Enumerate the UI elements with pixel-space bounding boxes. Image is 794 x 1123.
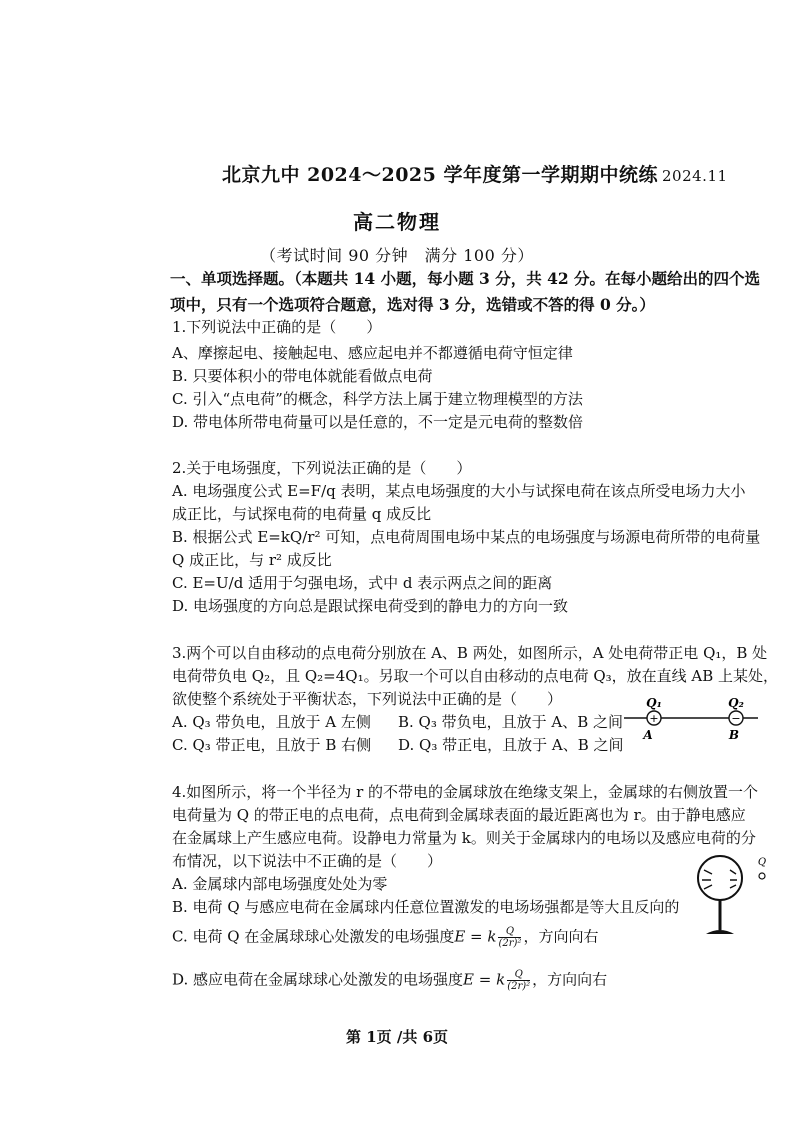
q3-option-c: C. Q₃ 带正电，且放于 B 右侧 xyxy=(172,736,372,754)
exam-info: （考试时间 90 分钟 满分 100 分） xyxy=(260,246,534,265)
q3-line-1: 3.两个可以自由移动的点电荷分别放在 A、B 两处，如图所示，A 处电荷带正电 Q₁，B 处 xyxy=(172,644,768,662)
q3-sign-q1: + xyxy=(649,712,659,725)
q1-option-d: D. 带电体所带电荷量可以是任意的，不一定是元电荷的整数倍 xyxy=(172,413,584,431)
q4-induced-charge-marks xyxy=(702,870,737,889)
q4-option-d-numerator: Q xyxy=(507,969,530,981)
q2-line-6: D. 电场强度的方向总是跟试探电荷受到的静电力的方向一致 xyxy=(172,597,569,615)
q2-line-5: C. E=U/d 适用于匀强电场，式中 d 表示两点之间的距离 xyxy=(172,574,553,592)
q4-option-c xyxy=(172,926,598,949)
q2-line-4: Q 成正比，与 r² 成反比 xyxy=(172,551,332,569)
q3-sign-q2: − xyxy=(731,712,741,725)
q4-option-d-formula-lhs: E = k xyxy=(463,970,506,989)
q2-line-3: B. 根据公式 E=kQ/r² 可知，点电荷周围电场中某点的电场强度与场源电荷所带的电荷量 xyxy=(172,528,761,546)
q2-stem: 2.关于电场强度，下列说法正确的是（ ） xyxy=(172,459,472,477)
section-heading xyxy=(170,266,768,318)
q3-line-2: 电荷带负电 Q₂，且 Q₂=4Q₁。另取一个可以自由移动的点电荷 Q₃，放在直线 AB 上某处， xyxy=(172,667,779,685)
q4-option-c-denominator: (2r)² xyxy=(498,938,522,949)
exam-title xyxy=(222,160,742,187)
q3-line-3: 欲使整个系统处于平衡状态，下列说法中正确的是（ ） xyxy=(172,690,563,708)
q4-metal-sphere xyxy=(698,856,742,900)
q3-label-q2: Q₂ xyxy=(728,696,744,710)
section-heading-line-1: 一、单项选择题。（本题共 14 小题，每小题 3 分，共 42 分。在每小题给出的四个选 xyxy=(170,269,761,288)
q3-option-d: D. Q₃ 带正电，且放于 A、B 之间 xyxy=(398,736,624,754)
q4-line-3: 在金属球上产生感应电荷。设静电力常量为 k。则关于金属球内的电场以及感应电荷的分 xyxy=(172,829,756,847)
q1-stem: 1.下列说法中正确的是（ ） xyxy=(172,318,382,336)
q4-line-1: 4.如图所示，将一个半径为 r 的不带电的金属球放在绝缘支架上，金属球的右侧放置一个 xyxy=(172,783,759,801)
q4-option-a: A. 金属球内部电场强度处处为零 xyxy=(172,875,388,893)
q4-line-4: 布情况，以下说法中不正确的是（ ） xyxy=(172,852,443,870)
subject-title: 高二物理 xyxy=(353,210,441,234)
q4-option-c-suffix: ，方向向右 xyxy=(523,927,599,946)
q2-line-2: 成正比，与试探电荷的电荷量 q 成反比 xyxy=(172,505,432,523)
q3-figure xyxy=(622,692,762,744)
exam-title-text: 北京九中 2024～2025 学年度第一学期期中统练 xyxy=(222,164,658,186)
q4-option-b: B. 电荷 Q 与感应电荷在金属球内任意位置激发的电场场强都是等大且反向的 xyxy=(172,898,680,916)
q3-option-a: A. Q₃ 带负电，且放于 A 左侧 xyxy=(172,713,371,731)
q4-option-c-formula-lhs: E = k xyxy=(454,927,497,946)
exam-date: 2024.11 xyxy=(662,167,728,185)
q4-stand-base xyxy=(706,930,734,934)
section-heading-line-2: 项中，只有一个选项符合题意，选对得 3 分，选错或不答的得 0 分。） xyxy=(170,295,655,314)
q1-option-c: C. 引入“点电荷”的概念，科学方法上属于建立物理模型的方法 xyxy=(172,390,583,408)
q4-point-charge xyxy=(759,873,765,879)
q4-option-d-suffix: ，方向向右 xyxy=(532,970,608,989)
q4-option-d-denominator: (2r)² xyxy=(507,981,531,992)
q1-option-a: A、摩擦起电、接触起电、感应起电并不都遵循电荷守恒定律 xyxy=(172,344,573,362)
page-number: 第 1页 /共 6页 xyxy=(345,1028,449,1046)
q1-option-b: B. 只要体积小的带电体就能看做点电荷 xyxy=(172,367,433,385)
q4-label-q: Q xyxy=(757,857,767,868)
q4-option-c-numerator: Q xyxy=(498,926,521,938)
q4-option-d-prefix: D. 感应电荷在金属球球心处激发的电场强度 xyxy=(172,970,464,989)
q4-option-c-prefix: C. 电荷 Q 在金属球球心处激发的电场强度 xyxy=(172,927,455,946)
q4-option-c-fraction xyxy=(498,926,521,949)
q3-label-q1: Q₁ xyxy=(646,696,662,710)
q4-line-2: 电荷量为 Q 的带正电的点电荷，点电荷到金属球表面的最近距离也为 r。由于静电感应 xyxy=(172,806,746,824)
q2-line-1: A. 电场强度公式 E=F/q 表明，某点电场强度的大小与试探电荷在该点所受电场力大小 xyxy=(172,482,746,500)
q4-figure xyxy=(690,848,772,940)
q3-option-b: B. Q₃ 带负电，且放于 A、B 之间 xyxy=(398,713,624,731)
q3-label-b: B xyxy=(728,728,740,742)
q4-option-d-fraction xyxy=(507,969,530,992)
q4-option-d xyxy=(172,969,607,992)
q3-label-a: A xyxy=(643,728,653,742)
